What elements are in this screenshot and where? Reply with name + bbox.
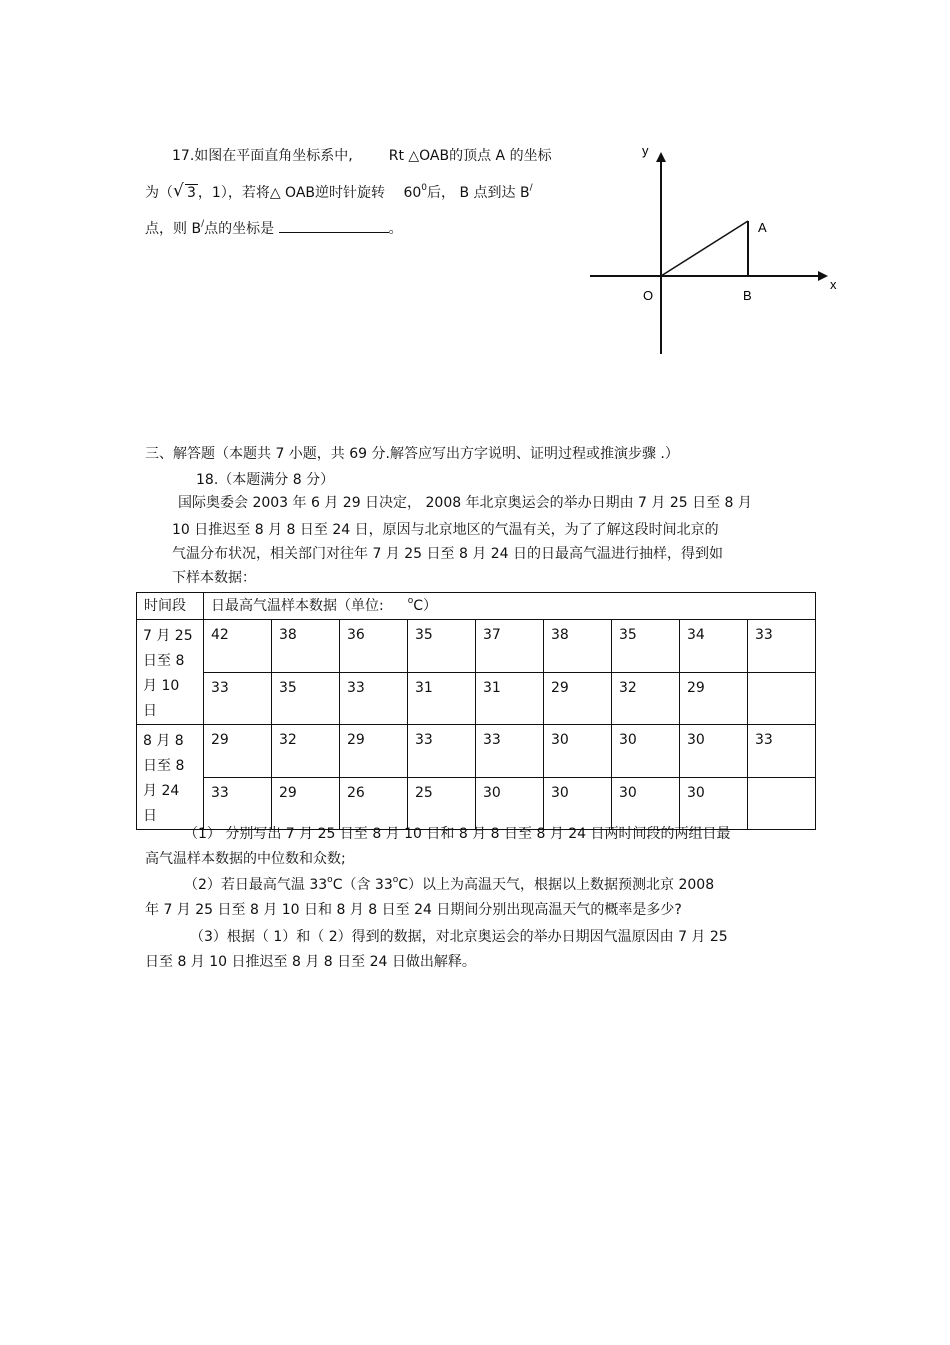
data-cell — [748, 672, 816, 725]
table-row — [137, 777, 816, 830]
data-cell: 30 — [544, 725, 612, 778]
section3-title: 三、解答题（本题共 7 小题，共 69 分.解答应写出方字说明、证明过程或推演步骤 .） — [145, 446, 679, 462]
data-cell: 30 — [476, 777, 544, 830]
data-cell: 37 — [476, 620, 544, 673]
q18-part3-line1: （3）根据（ 1）和（ 2）得到的数据，对北京奥运会的举办日期因气温原因由 7 月 25 — [190, 929, 728, 945]
q17-line1: 17.如图在平面直角坐标系中, Rt △OAB的顶点 A 的坐标 — [172, 148, 552, 164]
data-cell: 30 — [680, 725, 748, 778]
coordinate-figure — [580, 140, 850, 360]
data-cell: 29 — [204, 725, 272, 778]
label-o: O — [643, 288, 654, 303]
period-cell: 8 月 8 日至 8 月 24 日 — [137, 725, 204, 830]
label-a: A — [758, 220, 767, 235]
label-b: B — [743, 288, 752, 303]
label-x: x — [830, 277, 837, 292]
temperature-table — [136, 592, 816, 830]
table-row — [137, 672, 816, 725]
q18-intro-1: 国际奥委会 2003 年 6 月 29 日决定， 2008 年北京奥运会的举办日期由 7 月 25 日至 8 月 — [178, 495, 752, 511]
x-axis-arrow — [818, 271, 828, 281]
segment-oa — [661, 221, 748, 276]
data-cell: 33 — [476, 725, 544, 778]
data-cell: 31 — [476, 672, 544, 725]
data-cell: 31 — [408, 672, 476, 725]
data-cell: 32 — [272, 725, 340, 778]
data-cell: 29 — [544, 672, 612, 725]
header-period: 时间段 — [137, 593, 204, 620]
data-cell: 29 — [272, 777, 340, 830]
data-cell: 25 — [408, 777, 476, 830]
q18-intro-4: 下样本数据： — [172, 570, 256, 586]
q18-intro-3: 气温分布状况，相关部门对往年 7 月 25 日至 8 月 24 日的日最高气温进行抽样，得到如 — [172, 546, 724, 562]
table-row — [137, 620, 816, 673]
data-cell: 26 — [340, 777, 408, 830]
data-cell: 32 — [612, 672, 680, 725]
q18-part2-line1: （2）若日最高气温 33$^o$C（含 33$^o$C）以上为高温天气，根据以上数据预测北京 2008 — [184, 875, 715, 893]
q18-part3-line2: 日至 8 月 10 日推迟至 8 月 8 日至 24 日做出解释。 — [145, 954, 476, 970]
q18-part2-line2: 年 7 月 25 日至 8 月 10 日和 8 月 8 日至 24 日期间分别出现高温天气的概率是多少? — [145, 902, 682, 918]
data-cell: 34 — [680, 620, 748, 673]
table-row — [137, 725, 816, 778]
label-y: y — [642, 143, 649, 158]
data-cell: 35 — [408, 620, 476, 673]
data-cell: 33 — [748, 725, 816, 778]
data-cell: 36 — [340, 620, 408, 673]
data-cell: 38 — [544, 620, 612, 673]
period-cell: 7 月 25 日至 8 月 10 日 — [137, 620, 204, 725]
data-cell: 35 — [272, 672, 340, 725]
data-cell: 33 — [204, 777, 272, 830]
q18-part1-line2: 高气温样本数据的中位数和众数; — [145, 851, 346, 867]
header-data: 日最高气温样本数据（单位: $^o$C） — [204, 593, 816, 620]
data-cell — [748, 777, 816, 830]
data-cell: 30 — [544, 777, 612, 830]
data-cell: 30 — [680, 777, 748, 830]
data-cell: 29 — [340, 725, 408, 778]
y-axis-arrow — [656, 152, 666, 162]
data-cell: 33 — [340, 672, 408, 725]
data-cell: 42 — [204, 620, 272, 673]
sqrt-expression: √ 3 — [173, 181, 196, 201]
data-cell: 29 — [680, 672, 748, 725]
q17-line2: 为（ √ 3 ，1），若将△ OAB逆时针旋转 $60^0$后， B 点到达 B/ — [145, 181, 533, 201]
data-cell: 33 — [748, 620, 816, 673]
data-cell: 35 — [612, 620, 680, 673]
data-cell: 33 — [204, 672, 272, 725]
q18-head: 18.（本题满分 8 分） — [196, 472, 335, 488]
data-cell: 30 — [612, 777, 680, 830]
answer-blank[interactable] — [279, 220, 389, 233]
data-cell: 33 — [408, 725, 476, 778]
data-cell: 38 — [272, 620, 340, 673]
q18-part1-line1: （1） 分别写出 7 月 25 日至 8 月 10 日和 8 月 8 日至 8 月 24 日两时间段的两组日最 — [184, 826, 731, 842]
q17-line3: 点，则 B/点的坐标是 。 — [145, 219, 403, 237]
q18-intro-2: 10 日推迟至 8 月 8 日至 24 日，原因与北京地区的气温有关，为了了解这段时间北京的 — [172, 522, 719, 538]
data-cell: 30 — [612, 725, 680, 778]
